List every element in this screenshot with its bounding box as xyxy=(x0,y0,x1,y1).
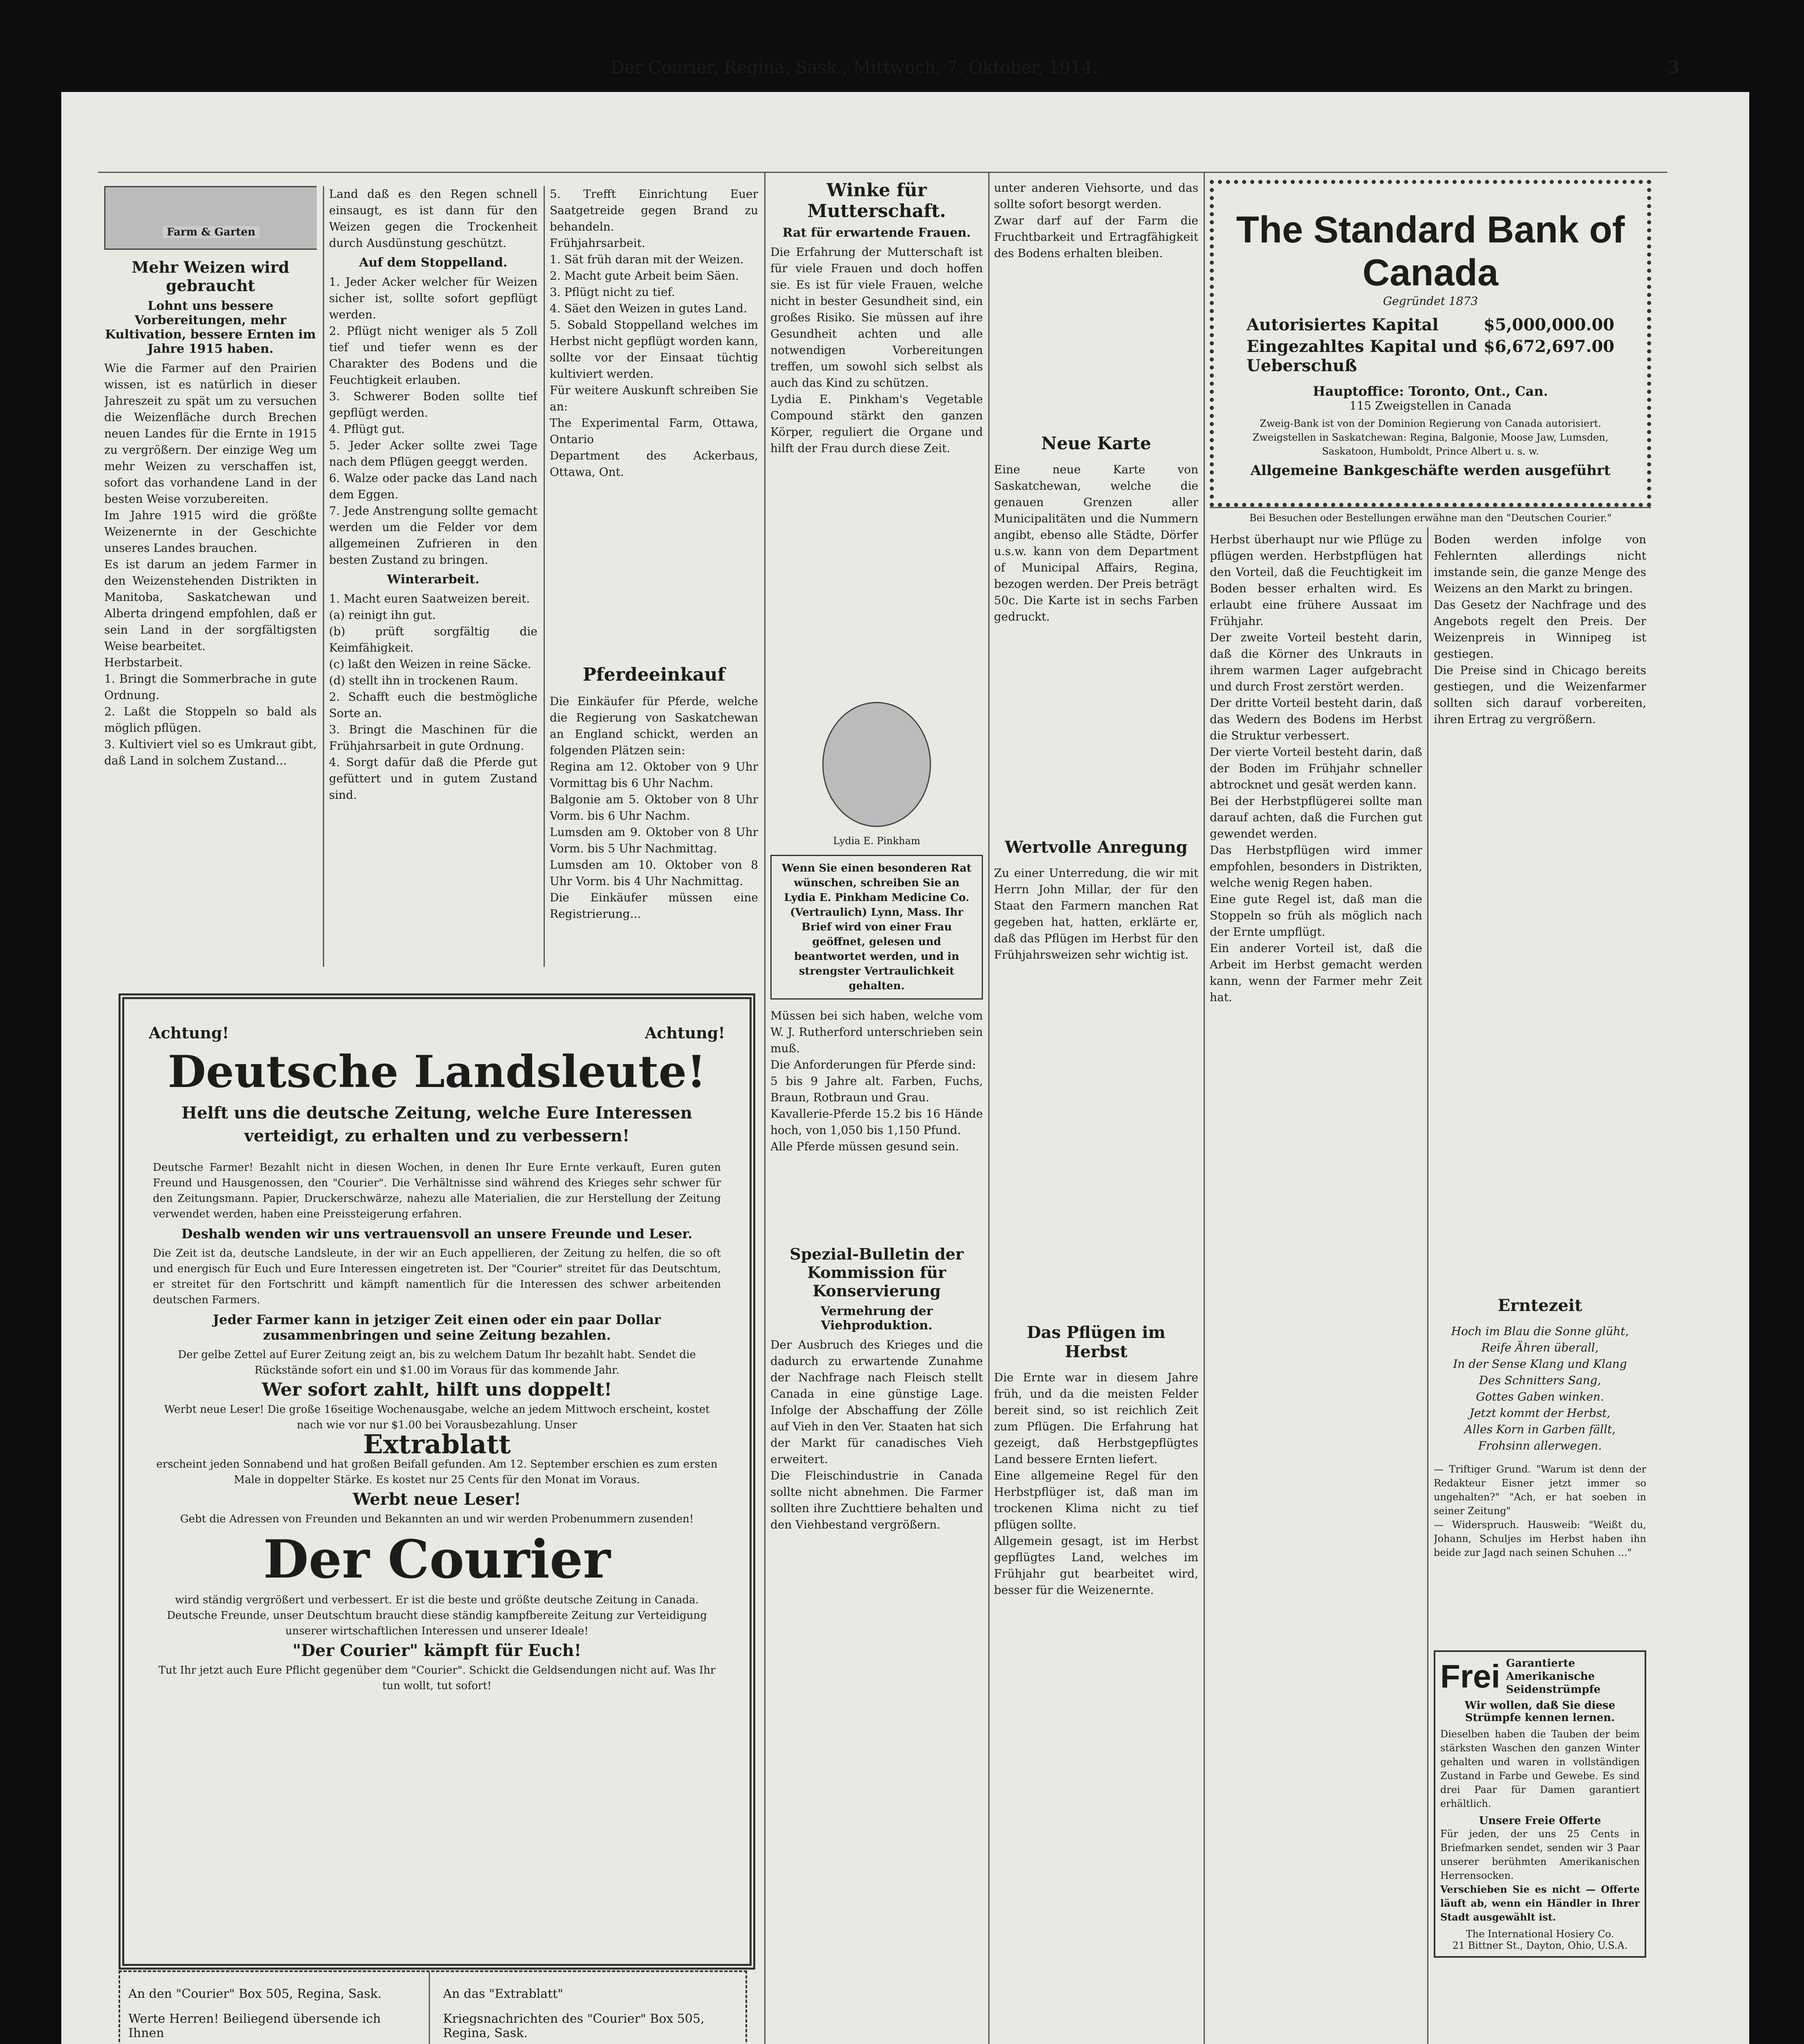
masthead-line: Der Courier, Regina, Sask., Mittwoch, 7. Oktober, 1914. xyxy=(611,57,1098,77)
bank-head-office: Hauptoffice: Toronto, Ont., Can. xyxy=(1313,383,1548,399)
col4-body2: Müssen bei sich haben, welche vom W. J. Rutherford unterschrieben sein muß. Die Anforderungen für Pferde sind: 5 bis 9 Jahre alt. Farben, Fuchs, Braun, Rotbraun und Grau. Kavallerie-Pferde 15.2 bis 16 Hände hoch, von 1,050 bis 1,150 Pfund. Alle Pferde müssen gesund sein. xyxy=(770,1009,983,1153)
capital-value: $5,000,000.00 xyxy=(1483,315,1614,334)
frei-offer: Für jeden, der uns 25 Cents in Briefmarken sendet, senden wir 3 Paar unserer berühmten Amerikanischen Herrensocken. xyxy=(1440,1828,1640,1881)
top-rule xyxy=(98,172,1667,173)
portrait-label: Lydia E. Pinkham xyxy=(833,835,920,847)
paid-label: Eingezahltes Kapital und Ueberschuß xyxy=(1247,337,1477,375)
col5-heading3: Das Pflügen im Herbst xyxy=(1027,1323,1166,1361)
ad-p13: Tut Ihr jetzt auch Eure Pflicht gegenüber dem "Courier". Schickt die Geldsendungen nicht auf. Was Ihr tun wollt, tut sofort! xyxy=(158,1664,716,1692)
col3-body-top: 5. Trefft Einrichtung Euer Saatgetreide gegen Brand zu behandeln. Frühjahrsarbeit. 1. Sät früh daran mit der Weizen. 2. Macht gute Arbeit beim Säen. 3. Pflügt nicht zu tief. 4. Säet den Weizen in gutes Land. 5. Sobald Stoppelland welches im Herbst nicht gepflügt worden kann, sollte vor der Einsaat tüchtig kultiviert werden. Für weitere Auskunft schreiben Sie an: The Experimental Farm, Ottawa, Ontario Department des Ackerbaus, Ottawa, Ont. xyxy=(550,187,758,479)
col5-heading2: Wertvolle Anregung xyxy=(1005,838,1188,857)
col4-subhead: Rat für erwartende Frauen. xyxy=(782,226,971,240)
col4-body3: Der Ausbruch des Krieges und die dadurch zu erwartende Zunahme der Nachfrage nach Fleisch stellt Canada in eine günstige Lage. Infolge der Abschaffung der Zölle auf Vieh in den Ver. Staaten hat sich der Markt für canadisches Vieh erweitert. Die Fleischindustrie in Canada sollte nicht abnehmen. Die Farmer sollten ihre Zuchttiere behalten und den Viehbestand vergrößern. xyxy=(770,1338,983,1531)
column-pferdeeinkauf xyxy=(550,186,758,967)
col2-body1: 1. Jeder Acker welcher für Weizen sicher ist, sollte sofort gepflügt werden. 2. Pflügt nicht weniger als 5 Zoll tief und tiefer wenn es der Charakter des Bodens und die Feuchtigkeit erlauben. 3. Schwerer Boden sollte tief gepflügt werden. 4. Pflügt gut. 5. Jeder Acker sollte zwei Tage nach dem Pflügen geeggt werden. 6. Walze oder packe das Land nach dem Eggen. 7. Jede Anstrengung sollte gemacht werden um die Felder vor dem allgemeinen Zufrieren in den besten Zustand zu bringen. xyxy=(329,275,537,567)
column-farm xyxy=(104,186,317,979)
attn-right: Achtung! xyxy=(645,1024,725,1042)
attn-left: Achtung! xyxy=(149,1024,229,1042)
col5-body2: Zu einer Unterredung, die wir mit Herrn John Millar, der für den Staat den Farmern manchen Rat gegeben hat, hatten, erklärte er, daß das Pflügen im Herbst für den Frühjahrsweizen sehr wichtig ist. xyxy=(994,866,1198,961)
ad-p3: Die Zeit ist da, deutsche Landsleute, in der wir an Euch appellieren, der Zeitung zu helfen, die so oft und energisch für Euch und Eure Interessen eingetreten ist. Der "Courier" streitet für das Deutschtum, er streitet für den Fortschritt und kämpft namentlich für die Interessen des schwer arbeitenden deutschen Farmers. xyxy=(153,1247,721,1306)
frei-body: Dieselben haben die Tauben der beim stärksten Waschen den ganzen Winter gehalten und waren in vollständigen Zustand in Farbe und Gewebe. Es sind drei Paar für Damen garantiert erhältlich. xyxy=(1440,1728,1640,1809)
ad-extrablatt: Extrablatt xyxy=(363,1429,511,1460)
logo-text: Farm & Garten xyxy=(163,226,260,238)
col7-heading: Erntezeit xyxy=(1497,1296,1582,1315)
col3-heading: Pferdeeinkauf xyxy=(582,664,725,685)
capital-label: Autorisiertes Kapital xyxy=(1247,315,1439,334)
frei-sub: Garantierte Amerikanische Seidenstrümpfe xyxy=(1506,1657,1601,1696)
col5-body3: Die Ernte war in diesem Jahre früh, und da die meisten Felder bereit sind, so ist reichlich Zeit zum Pflügen. Die Erfahrung hat gezeigt, daß Herbstgepflügtes Land bessere Ernten liefert. Eine allgemeine Regel für den Herbstpflüger ist, daß man im trockenen Klima nicht zu tief pflügen sollte. Allgemein gesagt, ist im Herbst gepflügtes Land, welches im Frühjahr gut bearbeitet wird, besser für die Weizenernte. xyxy=(994,1371,1198,1597)
col-rule xyxy=(988,172,989,2044)
bank-founded: Gegründet 1873 xyxy=(1383,294,1478,308)
form-right-line2: Kriegsnachrichten des "Courier" Box 505, Regina, Sask. xyxy=(443,2012,705,2040)
col5-heading1: Neue Karte xyxy=(1041,433,1151,453)
col2-body2: 1. Macht euren Saatweizen bereit. (a) reinigt ihn gut. (b) prüft sorgfältig die Keimfähigkeit. (c) laßt den Weizen in reine Säcke. (d) stellt ihn in trockenen Raum. 2. Schafft euch die bestmögliche Sorte an. 3. Bringt die Maschinen für die Frühjahrsarbeit in gute Ordnung. 4. Sorgt dafür daß die Pferde gut gefüttert und in gutem Zustand sind. xyxy=(329,592,537,802)
bank-branch-list: Zweig-Bank ist von der Dominion Regierung von Canada autorisiert. Zweigstellen in Saskatchewan: Regina, Balgonie, Moose Jaw, Lumsden, Saskatoon, Humboldt, Prince Albert u. s. w. xyxy=(1252,418,1609,457)
col-rule xyxy=(544,186,545,967)
ad-p9: Werbt neue Leser! xyxy=(353,1490,521,1509)
column-herbstpfluegen xyxy=(1210,531,1422,2044)
order-forms xyxy=(119,1970,747,2044)
frei-address: 21 Bittner St., Dayton, Ohio, U.S.A. xyxy=(1452,1940,1628,1951)
ad-p6: Wer sofort zahlt, hilft uns doppelt! xyxy=(262,1379,612,1400)
col2-heading2: Winterarbeit. xyxy=(387,572,480,587)
col7-body: Boden werden infolge von Fehlernten allerdings nicht imstande sein, die ganze Menge des Weizens an den Markt zu bringen. Das Gesetz der Nachfrage und des Angebots regelt den Preis. Der Weizenpreis in Winnipeg ist gestiegen. Die Preise sind in Chicago bereits gestiegen, und die Weizenfarmer sollten sich darauf vorbereiten, ihren Ertrag zu vergrößern. xyxy=(1434,533,1646,726)
bank-branches: 115 Zweigstellen in Canada xyxy=(1349,399,1512,412)
form-left-line2: Werte Herren! Beiliegend übersende ich Ihnen xyxy=(128,2012,381,2040)
bank-rule xyxy=(1210,507,1651,508)
col2-heading1: Auf dem Stoppelland. xyxy=(359,256,508,270)
ad-body xyxy=(124,1152,750,1702)
column-erntezeit xyxy=(1434,531,1646,2044)
col4-headline: Winke für Mutterschaft. xyxy=(807,180,946,222)
hosiery-advert xyxy=(1434,1650,1646,1958)
bank-paid-row xyxy=(1247,337,1614,375)
bank-advert xyxy=(1210,180,1651,507)
pinkham-advert-box: Wenn Sie einen besonderen Rat wünschen, schreiben Sie an Lydia E. Pinkham Medicine Co. (Vertraulich) Lynn, Mass. Ihr Brief wird von einer Frau geöffnet, gelesen und beantwortet werden, und in strengster Vertraulichkeit gehalten. xyxy=(770,855,983,1000)
col7-jokes: — Triftiger Grund. "Warum ist denn der Redakteur Eisner jetzt immer so ungehalten?" "Ach, er hat soeben in seiner Zeitung" — Widerspruch. Hausweib: "Weißt du, Johann, Schuljes im Herbst haben ihn beide zur Jagd nach seinen Schuhen ..." xyxy=(1434,1464,1646,1558)
col7-poem: Hoch im Blau die Sonne glüht, Reife Ähren überall, In der Sense Klang und Klang Des Schnitters Sang, Gottes Gaben winken. Jetzt kommt der Herbst, Alles Korn in Garben fällt, Frohsinn allerwegen. xyxy=(1451,1325,1629,1452)
ad-p7: Werbt neue Leser! Die große 16seitige Wochenausgabe, welche an jedem Mittwoch erscheint, kostet nach wie vor nur $1.00 bei Vorausbezahlung. Unser xyxy=(164,1403,710,1431)
col4-subhead2: Vermehrung der Viehproduktion. xyxy=(820,1304,933,1333)
attention-row xyxy=(124,999,750,1042)
ad-p10: Gebt die Adressen von Freunden und Bekannten an und wir werden Probenummern zusenden! xyxy=(180,1513,694,1525)
col-rule xyxy=(1204,172,1205,2044)
farm-logo xyxy=(104,186,317,250)
form-divider xyxy=(429,1972,430,2044)
courier-advert xyxy=(119,993,755,1970)
paid-value: $6,672,697.00 xyxy=(1483,337,1614,356)
form-extrablatt xyxy=(443,1976,737,2044)
col1-subhead: Lohnt uns bessere Vorbereitungen, mehr Kultivation, bessere Ernten im Jahre 1915 haben. xyxy=(105,299,316,356)
column-mutterschaft xyxy=(770,180,983,2044)
bank-note: Bei Besuchen oder Bestellungen erwähne man den "Deutschen Courier." xyxy=(1249,512,1612,524)
ad-p4: Jeder Farmer kann in jetziger Zeit einen oder ein paar Dollar zusammenbringen und seine Zeitung bezahlen. xyxy=(213,1312,661,1343)
col6-body: Herbst überhaupt nur wie Pflüge zu pflügen werden. Herbstpflügen hat den Vorteil, daß die Feuchtigkeit im Boden besser erhalten wird. Es erlaubt eine frühere Aussaat im Frühjahr. Der zweite Vorteil besteht darin, daß die Körner des Unkrauts in ihrem warmen Lager aufgebracht und durch Frost zerstört werden. Der dritte Vorteil besteht darin, daß das Wedern des Bodens im Herbst die Struktur verbessert. Der vierte Vorteil besteht darin, daß der Boden im Frühjahr schneller abtrocknet und gesät werden kann. Bei der Herbstpflügerei sollte man darauf achten, daß die Furchen gut gewendet werden. Das Herbstpflügen wird immer empfohlen, besonders in Distrikten, welche wenig Regen haben. Eine gute Regel ist, daß man die Stoppeln so früh als möglich nach der Ernte umpflügt. Ein anderer Vorteil ist, daß die Arbeit im Herbst gemacht werden kann, wenn der Farmer mehr Zeit hat. xyxy=(1210,533,1422,1004)
ad-p8: erscheint jeden Sonnabend und hat großen Beifall gefunden. Am 12. September erschien es zum ersten Male in doppelter Stärke. Es kostet nur 25 Cents für den Monat im Voraus. xyxy=(156,1458,718,1486)
col2-body-top: Land daß es den Regen schnell einsaugt, es ist dann für den Weizen gegen die Trockenheit durch Ausdünstung geschützt. xyxy=(329,187,537,250)
pinkham-portrait xyxy=(822,702,931,827)
ad-courier: Der Courier xyxy=(263,1529,611,1590)
form-left-line1: An den "Courier" Box 505, Regina, Sask. xyxy=(128,1987,382,2001)
col5-body-top: unter anderen Viehsorte, und das sollte sofort besorgt werden. Zwar darf auf der Farm die Fruchtbarkeit und Ertragfähigkeit des Bodens erhalten bleiben. xyxy=(994,181,1198,260)
col4-body: Die Erfahrung der Mutterschaft ist für viele Frauen und doch hoffen sie. Es ist für viele Frauen, welche nicht in bester Gesundheit sind, ein großes Risiko. Sie müssen auf ihre Gesundheit achten und alle notwendigen Vorbereitungen treffen, um sowohl sich selbst als auch das Kind zu schützen. Lydia E. Pinkham's Vegetable Compound stärkt den ganzen Körper, reguliert die Organe und hilft der Frau durch diese Zeit. xyxy=(770,245,983,455)
ad-p5: Der gelbe Zettel auf Eurer Zeitung zeigt an, bis zu welchem Datum Ihr bezahlt habt. Sendet die Rückstände sofort ein und $1.00 im Voraus für das kommende Jahr. xyxy=(178,1349,696,1376)
column-stoppelland xyxy=(329,186,537,967)
frei-footer: Verschieben Sie es nicht — Offerte läuft ab, wenn ein Händler in Ihrer Stadt ausgewählt ist. xyxy=(1440,1883,1640,1923)
col-rule xyxy=(1427,527,1428,2044)
frei-header xyxy=(1440,1657,1640,1696)
col-rule xyxy=(323,186,324,967)
bank-footer: Allgemeine Bankgeschäfte werden ausgeführt xyxy=(1250,462,1611,479)
frei-tag: Wir wollen, daß Sie diese Strümpfe kennen lernen. xyxy=(1464,1699,1616,1724)
col-rule xyxy=(764,172,765,2044)
bank-capital-row xyxy=(1247,315,1614,334)
col1-body: Wie die Farmer auf den Prairien wissen, ist es natürlich in dieser Jahreszeit zu spät um zu versuchen die Weizenfläche durch Brechen neuen Landes für die Ernte in 1915 zu vergrößern. Der einzige Weg um mehr Weizen zu verschaffen ist, sofort das vorhandene Land in der besten Weise vorzubereiten. Im Jahre 1915 wird die größte Weizenernte in der Geschichte unseres Landes brauchen. Es ist darum an jedem Farmer in den Weizenstehenden Distrikten in Manitoba, Saskatchewan und Alberta dringend empfohlen, daß er sein Land in der sorgfältigsten Weise bearbeitet. Herbstarbeit. 1. Bringt die Sommerbrache in gute Ordnung. 2. Laßt die Stoppeln so bald als möglich pflügen. 3. Kultiviert viel so es Umkraut gibt, daß Land in solchem Zustand... xyxy=(104,361,317,767)
page-number: 3 xyxy=(1667,57,1680,77)
frei-heading: Frei xyxy=(1440,1658,1500,1694)
column-karte xyxy=(994,180,1198,2044)
ad-p11: wird ständig vergrößert und verbessert. Er ist die beste und größte deutsche Zeitung in Canada. Deutsche Freunde, unser Deutschtum braucht diese ständig kampfbereite Zeitung zur Verteidigung unserer wirtschaftlichen Interessen und unserer Ideale! xyxy=(167,1594,707,1637)
col4-heading2: Spezial-Bulletin der Kommission für Konservierung xyxy=(790,1245,964,1300)
ad-p12: "Der Courier" kämpft für Euch! xyxy=(292,1641,582,1660)
col3-body: Die Einkäufer für Pferde, welche die Regierung von Saskatchewan an England schickt, werden an folgenden Plätzen sein: Regina am 12. Oktober von 9 Uhr Vormittag bis 6 Uhr Nachm. Balgonie am 5. Oktober von 8 Uhr Vorm. bis 6 Uhr Nachm. Lumsden am 9. Oktober von 8 Uhr Vorm. bis 5 Uhr Nachmittag. Lumsden am 10. Oktober von 8 Uhr Vorm. bis 4 Uhr Nachmittag. Die Einkäufer müssen eine Registrierung... xyxy=(550,695,758,921)
bank-title: The Standard Bank of Canada xyxy=(1236,209,1625,294)
col5-body1: Eine neue Karte von Saskatchewan, welche die genauen Grenzen aller Municipalitäten und die Nummern angibt, ebenso alle Städte, Dörfer u.s.w. kann von dem Department of Municipal Affairs, Regina, bezogen werden. Der Preis beträgt 50c. Die Karte ist in sechs Farben gedruckt. xyxy=(994,463,1198,623)
frei-offer-title: Unsere Freie Offerte xyxy=(1479,1815,1601,1827)
ad-p1: Deutsche Farmer! Bezahlt nicht in diesen Wochen, in denen Ihr Eure Ernte verkauft, Euren guten Freund und Hausgenossen, den "Courier". Die Verhältnisse sind während des Krieges sehr schwer für den Zeitungsmann. Papier, Druckerschwärze, nahezu alle Materialien, die zur Herstellung der Zeitung verwendet werden, haben eine Preissteigerung erfahren. xyxy=(153,1161,721,1220)
ad-p2: Deshalb wenden wir uns vertrauensvoll an unsere Freunde und Leser. xyxy=(181,1226,693,1242)
ad-title: Deutsche Landsleute! xyxy=(168,1046,706,1098)
masthead xyxy=(61,57,1680,82)
ad-subtitle: Helft uns die deutsche Zeitung, welche Eure Interessen verteidigt, zu erhalten und zu verbessern! xyxy=(181,1103,692,1145)
col1-headline: Mehr Weizen wird gebraucht xyxy=(132,258,289,295)
form-courier xyxy=(128,1976,414,2044)
frei-company: The International Hosiery Co. xyxy=(1466,1928,1614,1940)
form-right-line1: An das "Extrablatt" xyxy=(443,1987,564,2001)
